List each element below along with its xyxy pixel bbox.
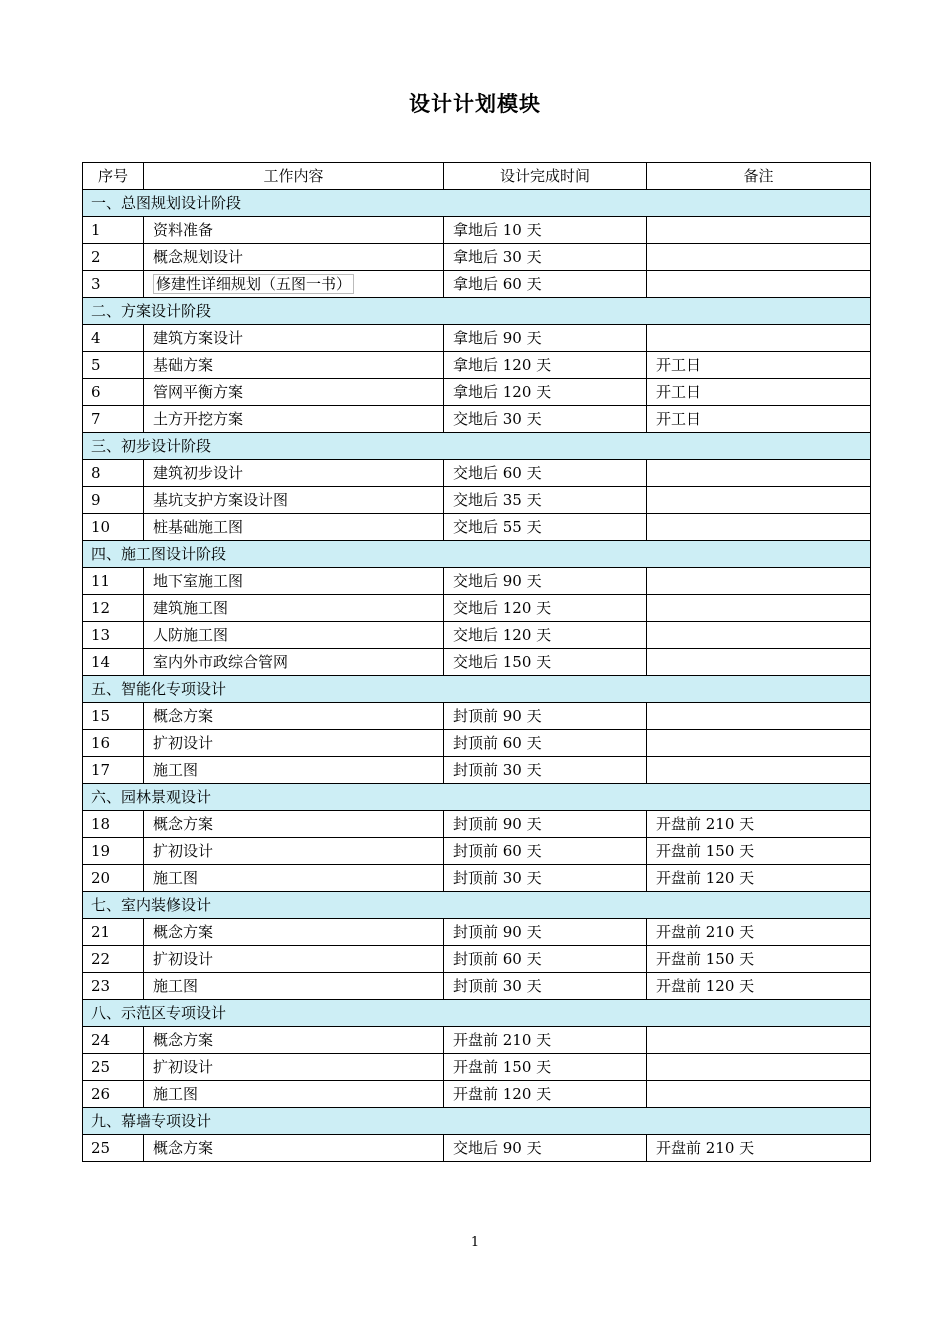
section-row bbox=[83, 541, 871, 568]
row-time: 封顶前 90 天 bbox=[444, 703, 647, 730]
section-row bbox=[83, 676, 871, 703]
row-remark bbox=[647, 568, 871, 595]
row-number: 12 bbox=[83, 595, 144, 622]
table-row bbox=[83, 487, 871, 514]
row-number: 19 bbox=[83, 838, 144, 865]
table-row bbox=[83, 1027, 871, 1054]
row-time: 拿地后 10 天 bbox=[444, 217, 647, 244]
row-content-text: 修建性详细规划（五图一书） bbox=[153, 274, 354, 294]
row-content: 施工图 bbox=[144, 973, 444, 1000]
row-remark bbox=[647, 1054, 871, 1081]
row-number: 7 bbox=[83, 406, 144, 433]
row-remark bbox=[647, 244, 871, 271]
table-row bbox=[83, 946, 871, 973]
design-plan-table bbox=[82, 162, 871, 1162]
section-title: 二、方案设计阶段 bbox=[83, 298, 871, 325]
row-content: 桩基础施工图 bbox=[144, 514, 444, 541]
row-time: 拿地后 120 天 bbox=[444, 352, 647, 379]
table-row bbox=[83, 838, 871, 865]
row-content: 管网平衡方案 bbox=[144, 379, 444, 406]
row-content: 概念规划设计 bbox=[144, 244, 444, 271]
row-remark: 开工日 bbox=[647, 352, 871, 379]
row-remark: 开盘前 210 天 bbox=[647, 811, 871, 838]
section-title: 三、初步设计阶段 bbox=[83, 433, 871, 460]
row-time: 交地后 30 天 bbox=[444, 406, 647, 433]
table-row bbox=[83, 703, 871, 730]
row-remark bbox=[647, 703, 871, 730]
row-number: 21 bbox=[83, 919, 144, 946]
table-row bbox=[83, 730, 871, 757]
row-time: 封顶前 90 天 bbox=[444, 811, 647, 838]
table-header-row bbox=[83, 163, 871, 190]
row-time: 交地后 90 天 bbox=[444, 1135, 647, 1162]
section-title: 一、总图规划设计阶段 bbox=[83, 190, 871, 217]
row-time: 交地后 60 天 bbox=[444, 460, 647, 487]
header-time: 设计完成时间 bbox=[444, 163, 647, 190]
row-content: 概念方案 bbox=[144, 1135, 444, 1162]
row-remark bbox=[647, 514, 871, 541]
table-row bbox=[83, 460, 871, 487]
row-content: 扩初设计 bbox=[144, 838, 444, 865]
table-row bbox=[83, 244, 871, 271]
row-remark bbox=[647, 730, 871, 757]
row-number: 9 bbox=[83, 487, 144, 514]
row-time: 交地后 90 天 bbox=[444, 568, 647, 595]
row-number: 6 bbox=[83, 379, 144, 406]
table-row bbox=[83, 217, 871, 244]
row-time: 交地后 120 天 bbox=[444, 595, 647, 622]
row-content: 施工图 bbox=[144, 1081, 444, 1108]
row-time: 封顶前 30 天 bbox=[444, 757, 647, 784]
page-title: 设计计划模块 bbox=[409, 92, 541, 116]
row-content: 地下室施工图 bbox=[144, 568, 444, 595]
table-row bbox=[83, 514, 871, 541]
row-remark bbox=[647, 1027, 871, 1054]
section-title: 五、智能化专项设计 bbox=[83, 676, 871, 703]
table-body bbox=[83, 190, 871, 1162]
table-row bbox=[83, 649, 871, 676]
row-time: 封顶前 60 天 bbox=[444, 838, 647, 865]
table-row bbox=[83, 325, 871, 352]
row-content: 施工图 bbox=[144, 865, 444, 892]
row-number: 3 bbox=[83, 271, 144, 298]
row-remark bbox=[647, 217, 871, 244]
row-remark bbox=[647, 757, 871, 784]
row-number: 25 bbox=[83, 1135, 144, 1162]
row-content: 概念方案 bbox=[144, 703, 444, 730]
row-remark bbox=[647, 460, 871, 487]
row-remark: 开盘前 120 天 bbox=[647, 973, 871, 1000]
row-number: 15 bbox=[83, 703, 144, 730]
row-remark: 开工日 bbox=[647, 379, 871, 406]
section-row bbox=[83, 1000, 871, 1027]
row-number: 24 bbox=[83, 1027, 144, 1054]
table-row bbox=[83, 973, 871, 1000]
row-number: 14 bbox=[83, 649, 144, 676]
row-time: 交地后 55 天 bbox=[444, 514, 647, 541]
row-time: 拿地后 90 天 bbox=[444, 325, 647, 352]
row-content: 资料准备 bbox=[144, 217, 444, 244]
row-time: 拿地后 60 天 bbox=[444, 271, 647, 298]
table-row bbox=[83, 1081, 871, 1108]
row-number: 22 bbox=[83, 946, 144, 973]
row-number: 25 bbox=[83, 1054, 144, 1081]
table-row bbox=[83, 919, 871, 946]
section-title: 六、园林景观设计 bbox=[83, 784, 871, 811]
row-content: 基坑支护方案设计图 bbox=[144, 487, 444, 514]
row-content: 施工图 bbox=[144, 757, 444, 784]
row-content: 建筑施工图 bbox=[144, 595, 444, 622]
row-time: 拿地后 30 天 bbox=[444, 244, 647, 271]
row-number: 8 bbox=[83, 460, 144, 487]
row-time: 开盘前 120 天 bbox=[444, 1081, 647, 1108]
row-content: 土方开挖方案 bbox=[144, 406, 444, 433]
row-number: 20 bbox=[83, 865, 144, 892]
page-number: 1 bbox=[470, 1235, 480, 1250]
row-remark bbox=[647, 1081, 871, 1108]
row-number: 11 bbox=[83, 568, 144, 595]
row-remark: 开盘前 210 天 bbox=[647, 1135, 871, 1162]
row-remark bbox=[647, 649, 871, 676]
row-content: 基础方案 bbox=[144, 352, 444, 379]
row-content: 扩初设计 bbox=[144, 946, 444, 973]
section-row bbox=[83, 784, 871, 811]
section-title: 八、示范区专项设计 bbox=[83, 1000, 871, 1027]
row-time: 封顶前 60 天 bbox=[444, 730, 647, 757]
row-content: 扩初设计 bbox=[144, 1054, 444, 1081]
row-time: 封顶前 60 天 bbox=[444, 946, 647, 973]
row-content: 人防施工图 bbox=[144, 622, 444, 649]
row-content: 建筑方案设计 bbox=[144, 325, 444, 352]
header-no: 序号 bbox=[83, 163, 144, 190]
row-number: 10 bbox=[83, 514, 144, 541]
row-time: 封顶前 30 天 bbox=[444, 865, 647, 892]
section-title: 四、施工图设计阶段 bbox=[83, 541, 871, 568]
table-row bbox=[83, 757, 871, 784]
row-time: 交地后 150 天 bbox=[444, 649, 647, 676]
row-content: 室内外市政综合管网 bbox=[144, 649, 444, 676]
row-remark bbox=[647, 622, 871, 649]
row-remark: 开工日 bbox=[647, 406, 871, 433]
row-number: 16 bbox=[83, 730, 144, 757]
row-time: 开盘前 150 天 bbox=[444, 1054, 647, 1081]
section-row bbox=[83, 892, 871, 919]
row-remark: 开盘前 150 天 bbox=[647, 946, 871, 973]
section-title: 七、室内装修设计 bbox=[83, 892, 871, 919]
row-remark: 开盘前 120 天 bbox=[647, 865, 871, 892]
table-row bbox=[83, 352, 871, 379]
section-title: 九、幕墙专项设计 bbox=[83, 1108, 871, 1135]
row-content: 扩初设计 bbox=[144, 730, 444, 757]
row-number: 1 bbox=[83, 217, 144, 244]
table-row bbox=[83, 811, 871, 838]
row-number: 23 bbox=[83, 973, 144, 1000]
section-row bbox=[83, 1108, 871, 1135]
section-row bbox=[83, 298, 871, 325]
table-row bbox=[83, 568, 871, 595]
table-row bbox=[83, 1135, 871, 1162]
row-number: 26 bbox=[83, 1081, 144, 1108]
row-time: 交地后 120 天 bbox=[444, 622, 647, 649]
table-row bbox=[83, 379, 871, 406]
header-content: 工作内容 bbox=[144, 163, 444, 190]
row-number: 18 bbox=[83, 811, 144, 838]
row-remark: 开盘前 150 天 bbox=[647, 838, 871, 865]
section-row bbox=[83, 190, 871, 217]
row-time: 拿地后 120 天 bbox=[444, 379, 647, 406]
row-remark bbox=[647, 487, 871, 514]
row-time: 交地后 35 天 bbox=[444, 487, 647, 514]
row-remark bbox=[647, 271, 871, 298]
row-content: 概念方案 bbox=[144, 919, 444, 946]
row-remark bbox=[647, 325, 871, 352]
table-row bbox=[83, 865, 871, 892]
row-content: 概念方案 bbox=[144, 1027, 444, 1054]
header-remark: 备注 bbox=[647, 163, 871, 190]
table-row bbox=[83, 406, 871, 433]
row-remark bbox=[647, 595, 871, 622]
table-row bbox=[83, 1054, 871, 1081]
table-row bbox=[83, 622, 871, 649]
row-content: 建筑初步设计 bbox=[144, 460, 444, 487]
row-number: 17 bbox=[83, 757, 144, 784]
row-number: 4 bbox=[83, 325, 144, 352]
table-row bbox=[83, 595, 871, 622]
row-time: 开盘前 210 天 bbox=[444, 1027, 647, 1054]
section-row bbox=[83, 433, 871, 460]
row-number: 13 bbox=[83, 622, 144, 649]
row-time: 封顶前 90 天 bbox=[444, 919, 647, 946]
row-time: 封顶前 30 天 bbox=[444, 973, 647, 1000]
row-number: 5 bbox=[83, 352, 144, 379]
row-number: 2 bbox=[83, 244, 144, 271]
row-content bbox=[144, 271, 444, 298]
row-remark: 开盘前 210 天 bbox=[647, 919, 871, 946]
table-row bbox=[83, 271, 871, 298]
row-content: 概念方案 bbox=[144, 811, 444, 838]
